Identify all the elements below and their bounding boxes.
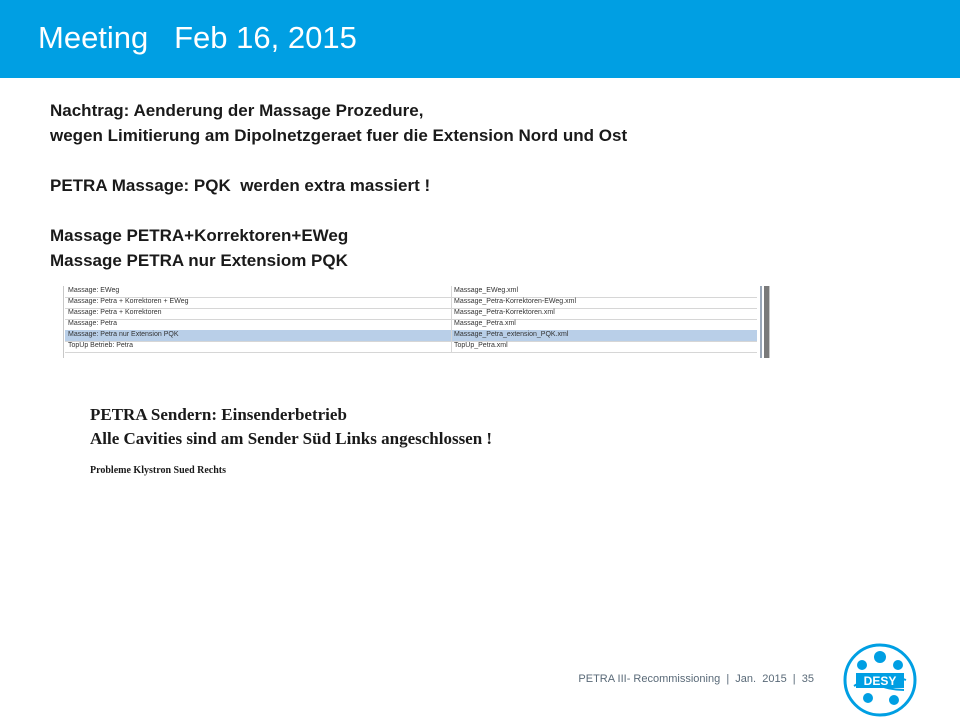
row-file: Massage_Petra-Korrektoren-EWeg.xml [454, 298, 577, 305]
row-name: Massage: Petra nur Extension PQK [68, 331, 179, 338]
body-line-6: Massage PETRA+Korrektoren+EWeg [50, 226, 349, 245]
row-name: TopUp Betrieb: Petra [68, 342, 133, 349]
row-file: TopUp_Petra.xml [454, 342, 508, 349]
logo-text: DESY [863, 674, 897, 688]
row-name: Massage: Petra + Korrektoren + EWeg [68, 298, 189, 305]
column-divider [451, 341, 452, 352]
body-line-1: Nachtrag: Aenderung der Massage Prozedure, [50, 101, 424, 120]
scrollbar-track[interactable] [760, 286, 762, 358]
column-divider [451, 330, 452, 341]
sender-line-2: Alle Cavities sind am Sender Süd Links angeschlossen ! [90, 429, 493, 448]
body-line-4: PETRA Massage: PQK werden extra massiert ! [50, 176, 431, 195]
table-row[interactable] [65, 341, 757, 353]
body-text [50, 98, 627, 273]
massage-table [63, 286, 770, 358]
column-divider [451, 297, 452, 308]
row-name: Massage: EWeg [68, 287, 120, 294]
body-line-7: Massage PETRA nur Extensiom PQK [50, 251, 348, 270]
body-gap [50, 148, 627, 173]
row-name: Massage: Petra [68, 320, 118, 327]
desy-logo-icon [840, 640, 920, 720]
body-gap [50, 198, 627, 223]
sender-note: Probleme Klystron Sued Rechts [90, 465, 227, 476]
column-divider [451, 308, 452, 319]
row-name: Massage: Petra + Korrektoren [68, 309, 162, 316]
column-divider [451, 286, 452, 297]
footer-text: PETRA III- Recommissioning | Jan. 2015 | 35 [578, 673, 814, 685]
title-bar [0, 0, 960, 78]
body-line-2: wegen Limitierung am Dipolnetzgeraet fuer die Extension Nord und Ost [50, 126, 628, 145]
column-divider [451, 319, 452, 330]
sender-notes [90, 405, 492, 476]
row-file: Massage_Petra.xml [454, 320, 516, 327]
row-file: Massage_EWeg.xml [454, 287, 519, 294]
row-file: Massage_Petra-Korrektoren.xml [454, 309, 555, 316]
scrollbar[interactable] [764, 286, 769, 358]
row-file: Massage_Petra_extension_PQK.xml [454, 331, 569, 338]
sender-line-1: PETRA Sendern: Einsenderbetrieb [90, 405, 347, 424]
slide-title: Meeting Feb 16, 2015 [38, 20, 357, 55]
